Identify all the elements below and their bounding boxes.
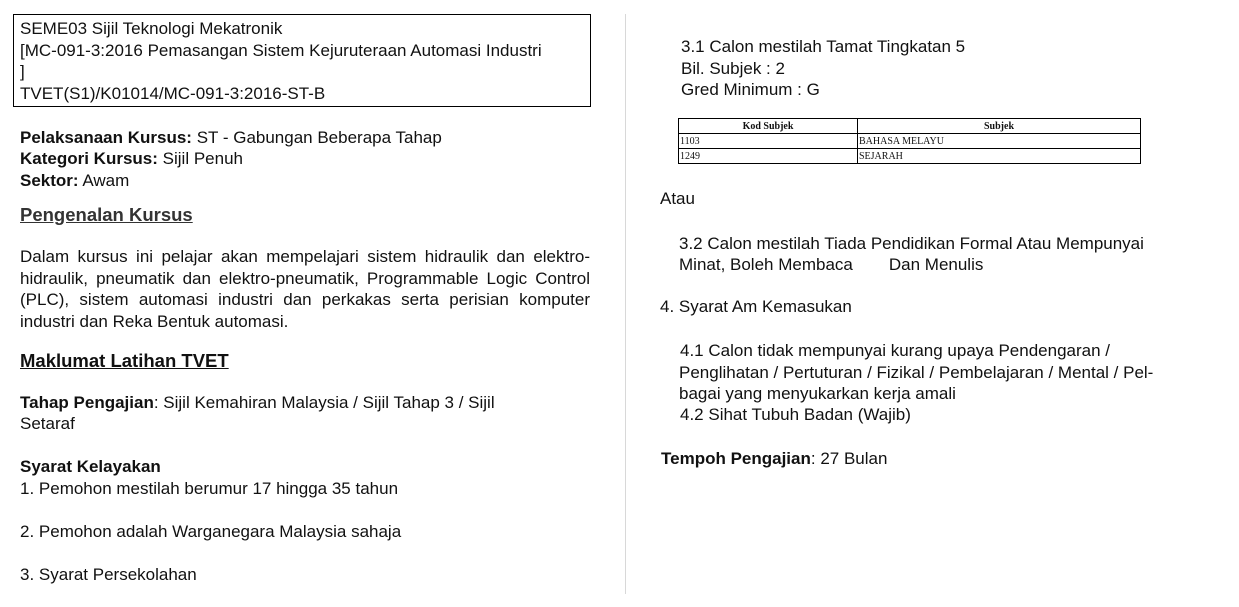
maklumat-heading: Maklumat Latihan TVET [20, 350, 229, 371]
syarat-label: Syarat Kelayakan [20, 457, 161, 476]
tempoh-row [661, 448, 887, 470]
column-divider [625, 14, 626, 594]
syarat-item-2: 2. Pemohon adalah Warganegara Malaysia sahaja [20, 522, 402, 541]
table-header-row [679, 119, 1141, 134]
course-standard-bracket: ] [20, 62, 25, 81]
tahap-value: : Sijil Kemahiran Malaysia / Sijil Tahap 3 / Sijil [153, 393, 495, 412]
tahap-label: Tahap Pengajian [20, 393, 154, 412]
tempoh-value: : 27 Bulan [810, 449, 888, 468]
course-standard: [MC-091-3:2016 Pemasangan Sistem Kejuruteraan Automasi Industri [20, 40, 542, 60]
subject-table [678, 118, 1141, 164]
sektor-value: Awam [78, 171, 130, 190]
tempoh-label: Tempoh Pengajian [661, 449, 811, 468]
table-row [679, 134, 1141, 149]
pelaksanaan-row [20, 127, 442, 149]
sektor-label: Sektor: [20, 171, 79, 190]
syarat-3-2-line2 [679, 254, 983, 276]
course-code: TVET(S1)/K01014/MC-091-3:2016-ST-B [20, 83, 326, 103]
sektor-row [20, 170, 129, 192]
pelaksanaan-value: ST - Gabungan Beberapa Tahap [191, 128, 442, 147]
syarat-item-1: 1. Pemohon mestilah berumur 17 hingga 35 tahun [20, 479, 399, 498]
kategori-label: Kategori Kursus: [20, 149, 158, 168]
bil-subjek: Bil. Subjek : 2 [681, 59, 785, 78]
table-header-kod: Kod Subjek [679, 119, 858, 134]
pengenalan-heading: Pengenalan Kursus [20, 204, 193, 225]
table-cell-subjek: SEJARAH [858, 149, 1141, 164]
kategori-row [20, 148, 243, 170]
kategori-value: Sijil Penuh [157, 149, 243, 168]
syarat-item-3: 3. Syarat Persekolahan [20, 565, 197, 584]
gred-minimum: Gred Minimum : G [681, 80, 820, 99]
syarat-3-2-part-a: Minat, Boleh Membaca [679, 255, 853, 274]
atau-text: Atau [660, 189, 695, 208]
syarat-3-2-part-b: Dan Menulis [888, 255, 984, 274]
pengenalan-text: Dalam kursus ini pelajar akan mempelajari sistem hidraulik dan elektro-hidraulik, pneumatik dan elektro-pneumatik, Programmable Logic Control (PLC), sistem automasi industri dan perkakas serta perisian komputer industri dan Reka Bentuk automasi. [20, 247, 590, 331]
course-header-box [13, 14, 591, 107]
table-row [679, 149, 1141, 164]
syarat-3-1: 3.1 Calon mestilah Tamat Tingkatan 5 [681, 37, 966, 56]
syarat-4-2: 4.2 Sihat Tubuh Badan (Wajib) [680, 405, 911, 424]
tahap-row [20, 392, 495, 414]
syarat-4-1-line2: Penglihatan / Pertuturan / Fizikal / Pembelajaran / Mental / Pel- [679, 363, 1154, 382]
table-cell-subjek: BAHASA MELAYU [858, 134, 1141, 149]
syarat-4-1-line3: bagai yang menyukarkan kerja amali [679, 384, 956, 403]
course-title: SEME03 Sijil Teknologi Mekatronik [20, 19, 283, 38]
pelaksanaan-label: Pelaksanaan Kursus: [20, 128, 192, 147]
table-cell-kod: 1249 [679, 149, 858, 164]
table-header-subjek: Subjek [858, 119, 1141, 134]
table-cell-kod: 1103 [679, 134, 858, 149]
syarat-am-heading: 4. Syarat Am Kemasukan [660, 297, 852, 316]
tahap-value-cont: Setaraf [20, 414, 75, 433]
syarat-4-1-line1: 4.1 Calon tidak mempunyai kurang upaya Pendengaran / [680, 341, 1111, 360]
syarat-3-2-line1: 3.2 Calon mestilah Tiada Pendidikan Formal Atau Mempunyai [679, 234, 1144, 253]
